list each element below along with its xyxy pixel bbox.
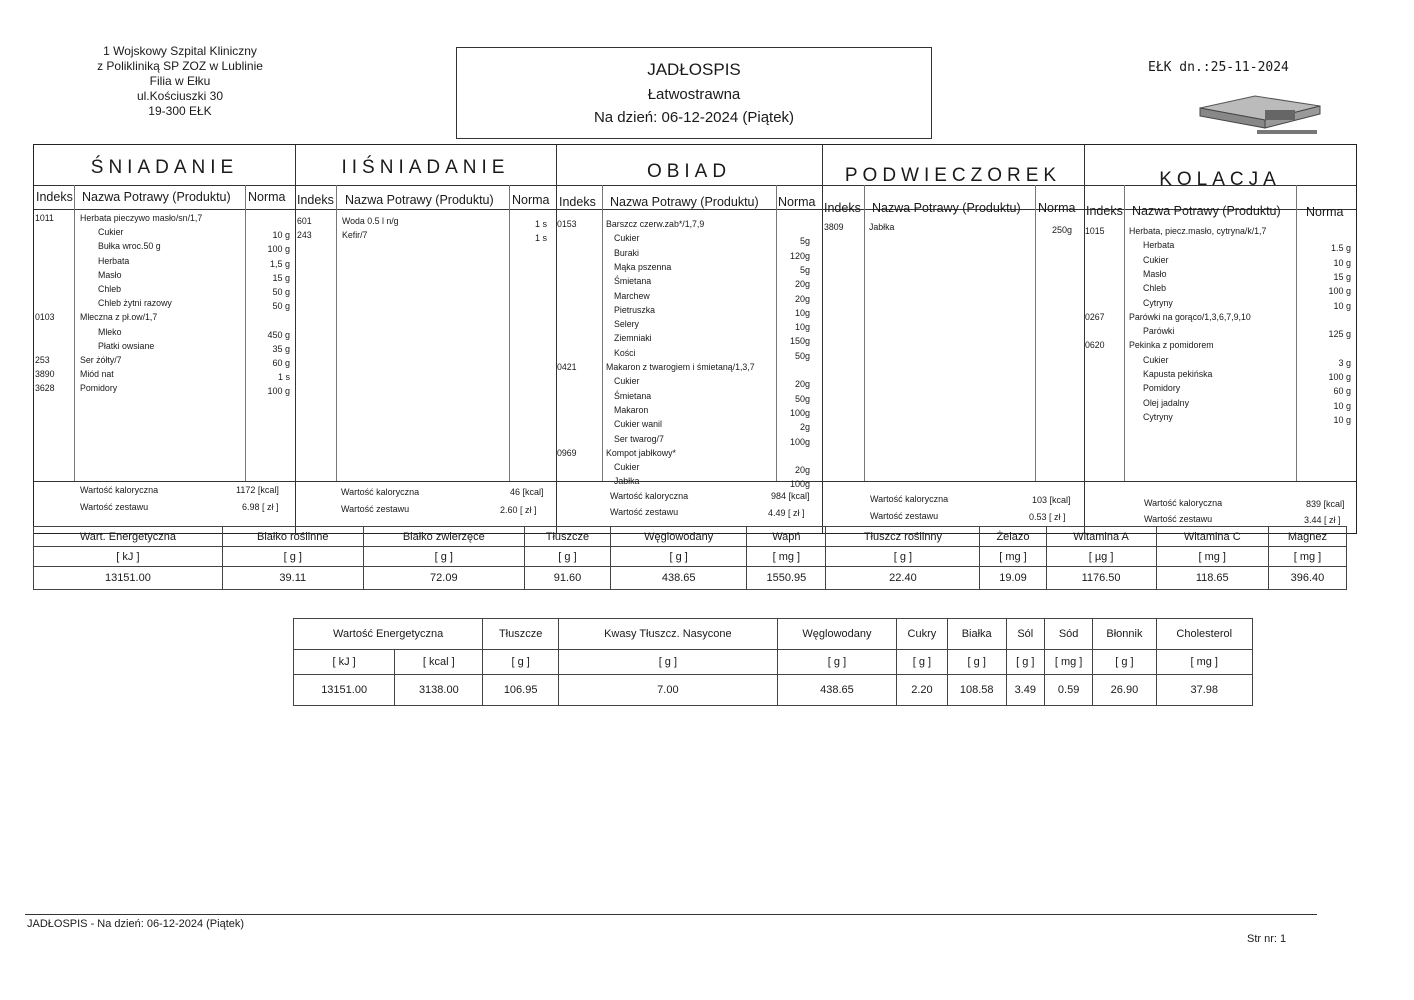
row-index: 3890 — [35, 369, 55, 380]
nut2-value: 37.98 — [1156, 675, 1253, 706]
kcal-label: Wartość kaloryczna — [870, 494, 949, 504]
product-quantity: 150g — [789, 336, 810, 347]
product-quantity: 20g — [794, 293, 810, 304]
product-name: Cytryny — [1143, 411, 1173, 422]
col-name: Nazwa Potrawy (Produktu) — [872, 201, 1021, 215]
product-quantity: 50 g — [272, 287, 290, 297]
col-norm: Norma — [1038, 201, 1076, 215]
product-name: Masło — [98, 269, 122, 280]
product-quantity: 1,5 g — [269, 258, 290, 269]
product-name: Śmietana — [614, 276, 652, 287]
nut2-unit: [ g ] — [947, 650, 1006, 675]
menu-date: Na dzień: 06-12-2024 (Piątek) — [593, 109, 795, 126]
hospital-line-1: 1 Wojskowy Szpital Kliniczny — [103, 44, 257, 58]
nut2-header: Cukry — [897, 619, 948, 650]
nut1-unit: [ mg ] — [747, 547, 826, 567]
kcal-label: Wartość kaloryczna — [1144, 498, 1223, 508]
nut2-header: Białka — [947, 619, 1006, 650]
row-index: 1015 — [1085, 226, 1105, 236]
nut2-value: 106.95 — [483, 675, 559, 706]
nut2-energy-header: Wartość Energetyczna — [294, 619, 483, 650]
nut1-value: 396.40 — [1268, 567, 1346, 590]
col-norm: Norma — [778, 195, 816, 209]
row-index: 0153 — [557, 219, 577, 229]
hospital-line-4: ul.Kościuszki 30 — [136, 89, 224, 103]
section-title-sniadanie: ŚNIADANIE — [90, 157, 239, 178]
cost-label: Wartość zestawu — [341, 504, 410, 514]
nut1-header: Wapń — [747, 527, 826, 547]
product-name: Marchew — [614, 290, 650, 301]
col-norm: Norma — [1306, 205, 1344, 219]
nut1-value: 91.60 — [524, 567, 610, 590]
row-index: 0421 — [557, 362, 577, 372]
nut2-value: 26.90 — [1093, 675, 1156, 706]
nutrition-table-1 — [33, 526, 1347, 590]
nut2-header: Tłuszcze — [483, 619, 559, 650]
product-quantity: 50g — [794, 393, 810, 404]
dish-name: Parówki na gorąco/1,3,6,7,9,10 — [1129, 311, 1251, 322]
product-name: Parówki — [1143, 326, 1175, 337]
section-title-kolacja: KOLACJA — [1159, 169, 1281, 190]
col-index: Indeks — [559, 195, 596, 209]
nut2-header: Błonnik — [1093, 619, 1156, 650]
nut1-value: 19.09 — [980, 567, 1046, 590]
nut2-header: Węglowodany — [777, 619, 896, 650]
product-quantity: 250g — [1051, 225, 1072, 235]
col-name: Nazwa Potrawy (Produktu) — [345, 193, 494, 207]
dish-name: Miód nat — [80, 369, 114, 380]
product-name: Makaron — [614, 404, 649, 415]
row-index: 0267 — [1085, 311, 1105, 322]
product-name: Buraki — [614, 247, 639, 258]
col-norm: Norma — [248, 190, 286, 204]
col-name: Nazwa Potrawy (Produktu) — [82, 190, 231, 204]
product-quantity: 100 g — [267, 386, 290, 397]
product-name: Bułka wroc.50 g — [98, 241, 161, 252]
nut1-unit: [ g ] — [826, 547, 980, 567]
dish-name: Pomidory — [80, 383, 118, 394]
hospital-line-3: Filia w Ełku — [149, 74, 211, 88]
dish-name: Ser żółty/7 — [80, 355, 122, 365]
cost-value-podwieczorek: 0.53 [ zł ] — [1029, 512, 1066, 522]
product-quantity: 50g — [794, 350, 810, 361]
product-name: Herbata — [98, 255, 130, 266]
product-quantity: 1 s — [534, 233, 547, 244]
product-quantity: 5g — [799, 236, 810, 247]
nut2-value: 13151.00 — [294, 675, 395, 706]
nut2-unit: [ g ] — [1093, 650, 1156, 675]
product-quantity: 100g — [789, 407, 810, 418]
product-name: Kapusta pekińska — [1143, 369, 1213, 379]
product-quantity: 50 g — [272, 301, 290, 312]
document-title: JADŁOSPIS — [647, 60, 741, 79]
product-quantity: 100g — [789, 479, 810, 490]
nutrition-table-2 — [293, 618, 1253, 706]
nut2-value: 3138.00 — [395, 675, 483, 706]
nut2-unit: [ g ] — [777, 650, 896, 675]
nut1-unit: [ mg ] — [980, 547, 1046, 567]
row-index: 1011 — [35, 213, 54, 223]
nut1-value: 13151.00 — [34, 567, 223, 590]
nut2-value: 2.20 — [897, 675, 948, 706]
cost-value-sniadanie: 6.98 [ zł ] — [242, 502, 279, 512]
nut1-header: Tłuszcze — [524, 527, 610, 547]
product-name: Cytryny — [1143, 297, 1173, 308]
col-index: Indeks — [824, 201, 861, 215]
nut1-unit: [ g ] — [524, 547, 610, 567]
product-name: Cukier wanil — [614, 419, 662, 430]
nut1-header: Magnez — [1268, 527, 1346, 547]
cost-label: Wartość zestawu — [1144, 514, 1213, 524]
product-quantity: 3 g — [1338, 357, 1351, 368]
nut2-header: Kwasy Tłuszcz. Nasycone — [558, 619, 777, 650]
dish-name: Kefir/7 — [342, 230, 368, 241]
nut1-unit: [ mg ] — [1268, 547, 1346, 567]
product-name: Cukier — [1143, 354, 1169, 365]
dish-name: Mleczna z pł.ow/1,7 — [80, 312, 158, 323]
kcal-value-ii-sniadanie: 46 [kcal] — [510, 487, 544, 497]
footer-text: JADŁOSPIS - Na dzień: 06-12-2024 (Piątek) — [27, 918, 245, 930]
product-quantity: 100 g — [1328, 286, 1351, 297]
product-name: Selery — [614, 319, 639, 330]
nut2-value: 7.00 — [558, 675, 777, 706]
product-name: Pietruszka — [614, 304, 656, 315]
title-box — [456, 47, 932, 139]
dish-name: Herbata pieczywo masło/sn/1,7 — [80, 213, 203, 223]
nut2-unit: [ kcal ] — [395, 650, 483, 675]
product-quantity: 10 g — [272, 230, 290, 241]
product-name: Cukier — [98, 227, 124, 238]
nut1-value: 118.65 — [1156, 567, 1268, 590]
nut1-value: 1176.50 — [1046, 567, 1156, 590]
product-quantity: 100 g — [267, 244, 290, 255]
print-date: EŁK dn.:25-11-2024 — [1148, 60, 1289, 75]
product-quantity: 100 g — [1328, 372, 1351, 382]
product-name: Ziemniaki — [614, 333, 652, 344]
nut2-unit: [ g ] — [897, 650, 948, 675]
kcal-value-obiad: 984 [kcal] — [771, 491, 810, 501]
product-name: Śmietana — [614, 390, 652, 401]
section-title-ii-sniadanie: IIŚNIADANIE — [341, 157, 510, 178]
row-index: 253 — [35, 355, 50, 365]
kcal-label: Wartość kaloryczna — [341, 487, 420, 497]
product-name: Ser twarog/7 — [614, 433, 664, 444]
nut2-unit: [ kJ ] — [294, 650, 395, 675]
product-quantity: 15 g — [1333, 271, 1351, 282]
section-title-obiad: OBIAD — [646, 161, 732, 182]
nut2-header: Sód — [1044, 619, 1093, 650]
nut1-unit: [ g ] — [611, 547, 747, 567]
row-index: 601 — [297, 216, 312, 226]
product-name: Pomidory — [1143, 383, 1181, 394]
page-number: Str nr: 1 — [1247, 933, 1287, 945]
dish-name: Pekinka z pomidorem — [1129, 340, 1214, 351]
row-index: 0103 — [35, 312, 55, 323]
product-name: Cukier — [614, 462, 640, 473]
product-quantity: 10 g — [1333, 300, 1351, 311]
footer-divider — [25, 914, 1317, 915]
nut1-header: Wart. Energetyczna — [34, 527, 223, 547]
product-name: Olej jadalny — [1143, 397, 1189, 408]
col-name: Nazwa Potrawy (Produktu) — [1132, 204, 1281, 218]
cost-value-ii-sniadanie: 2.60 [ zł ] — [500, 505, 537, 515]
product-quantity: 120g — [789, 250, 810, 261]
product-quantity: 5g — [799, 264, 810, 275]
product-quantity: 10g — [794, 307, 810, 318]
product-name: Masło — [1143, 268, 1167, 279]
nut1-value: 438.65 — [611, 567, 747, 590]
cost-label: Wartość zestawu — [870, 511, 939, 521]
nut2-unit: [ g ] — [1006, 650, 1044, 675]
nut2-unit: [ mg ] — [1044, 650, 1093, 675]
dish-name: Barszcz czerw.zab*/1,7,9 — [606, 219, 705, 229]
nut2-unit: [ g ] — [483, 650, 559, 675]
dish-name: Jabłka — [869, 222, 895, 232]
nut2-value: 438.65 — [777, 675, 896, 706]
product-name: Mąka pszenna — [614, 261, 672, 272]
nut1-unit: [ g ] — [363, 547, 524, 567]
product-quantity: 1 s — [277, 372, 290, 383]
product-quantity: 60 g — [1333, 386, 1351, 397]
row-index: 3809 — [824, 222, 844, 232]
product-name: Herbata — [1143, 240, 1175, 251]
product-quantity: 10 g — [1333, 400, 1351, 411]
nut1-unit: [ µg ] — [1046, 547, 1156, 567]
nut1-header: Witamina A — [1046, 527, 1156, 547]
dish-name: Makaron z twarogiem i śmietaną/1,3,7 — [606, 362, 755, 372]
meals-table — [33, 144, 1357, 534]
dish-name: Kompot jabłkowy* — [606, 447, 676, 458]
product-quantity: 35 g — [272, 343, 290, 354]
row-index: 3628 — [35, 383, 55, 394]
product-quantity: 1.5 g — [1330, 243, 1351, 254]
nut1-value: 22.40 — [826, 567, 980, 590]
kcal-value-podwieczorek: 103 [kcal] — [1032, 495, 1071, 505]
product-quantity: 450 g — [267, 329, 290, 340]
dish-name: Herbata, piecz.masło, cytryna/k/1,7 — [1129, 226, 1267, 236]
col-index: Indeks — [297, 193, 334, 207]
product-name: Mleko — [98, 326, 122, 337]
nut1-header: Tłuszcz roślinny — [826, 527, 980, 547]
product-quantity: 15 g — [272, 272, 290, 283]
nut2-header: Sól — [1006, 619, 1044, 650]
kcal-value-sniadanie: 1172 [kcal] — [236, 485, 279, 495]
nut1-value: 39.11 — [222, 567, 363, 590]
kcal-label: Wartość kaloryczna — [610, 491, 689, 501]
diet-name: Łatwostrawna — [647, 86, 741, 103]
product-quantity: 100g — [789, 436, 810, 447]
nut2-unit: [ g ] — [558, 650, 777, 675]
row-index: 0620 — [1085, 340, 1105, 351]
cost-value-kolacja: 3.44 [ zł ] — [1304, 515, 1341, 525]
printer-logo-icon — [1195, 88, 1325, 138]
product-quantity: 1 s — [534, 219, 547, 229]
product-quantity: 20g — [794, 465, 810, 476]
nut2-value: 3.49 — [1006, 675, 1044, 706]
col-norm: Norma — [512, 193, 550, 207]
hospital-line-2: z Polikliniką SP ZOZ w Lublinie — [97, 59, 263, 73]
product-quantity: 10 g — [1333, 257, 1351, 268]
nut1-unit: [ kJ ] — [34, 547, 223, 567]
row-index: 243 — [297, 230, 312, 241]
nut1-header: Białko zwierzęce — [363, 527, 524, 547]
product-quantity: 60 g — [272, 358, 290, 368]
nut1-value: 1550.95 — [747, 567, 826, 590]
nut1-value: 72.09 — [363, 567, 524, 590]
nut1-header: Żelazo — [980, 527, 1046, 547]
product-name: Cukier — [614, 233, 640, 244]
product-name: Chleb — [98, 284, 121, 294]
hospital-line-5: 19-300 EŁK — [148, 104, 212, 118]
nut2-header: Cholesterol — [1156, 619, 1253, 650]
col-index: Indeks — [36, 190, 73, 204]
cost-label: Wartość zestawu — [80, 502, 149, 512]
nut1-unit: [ mg ] — [1156, 547, 1268, 567]
cost-value-obiad: 4.49 [ zł ] — [768, 508, 805, 518]
hospital-address — [60, 44, 300, 119]
nut2-unit: [ mg ] — [1156, 650, 1253, 675]
product-quantity: 20g — [794, 379, 810, 390]
nut2-value: 0.59 — [1044, 675, 1093, 706]
nut2-value: 108.58 — [947, 675, 1006, 706]
product-quantity: 10 g — [1333, 414, 1351, 425]
cost-label: Wartość zestawu — [610, 507, 679, 517]
product-quantity: 20g — [794, 279, 810, 290]
section-title-podwieczorek: PODWIECZOREK — [844, 165, 1062, 186]
product-name: Kości — [614, 347, 636, 358]
product-quantity: 2g — [799, 422, 810, 433]
col-name: Nazwa Potrawy (Produktu) — [610, 195, 759, 209]
col-index: Indeks — [1086, 204, 1123, 218]
row-index: 0969 — [557, 447, 577, 458]
product-name: Cukier — [614, 376, 640, 387]
product-name: Chleb żytni razowy — [98, 298, 172, 309]
kcal-value-kolacja: 839 [kcal] — [1306, 499, 1345, 509]
nut1-header: Białko roślinne — [222, 527, 363, 547]
nut1-header: Węglowodany — [611, 527, 747, 547]
dish-name: Woda 0.5 l n/g — [342, 216, 399, 226]
nut1-header: Witamina C — [1156, 527, 1268, 547]
kcal-label: Wartość kaloryczna — [80, 485, 159, 495]
nut1-unit: [ g ] — [222, 547, 363, 567]
product-quantity: 10g — [794, 322, 810, 333]
product-name: Cukier — [1143, 254, 1169, 265]
product-name: Płatki owsiane — [98, 340, 155, 351]
product-name: Jabłka — [614, 476, 640, 487]
product-name: Chleb — [1143, 283, 1166, 294]
product-quantity: 125 g — [1328, 329, 1351, 340]
